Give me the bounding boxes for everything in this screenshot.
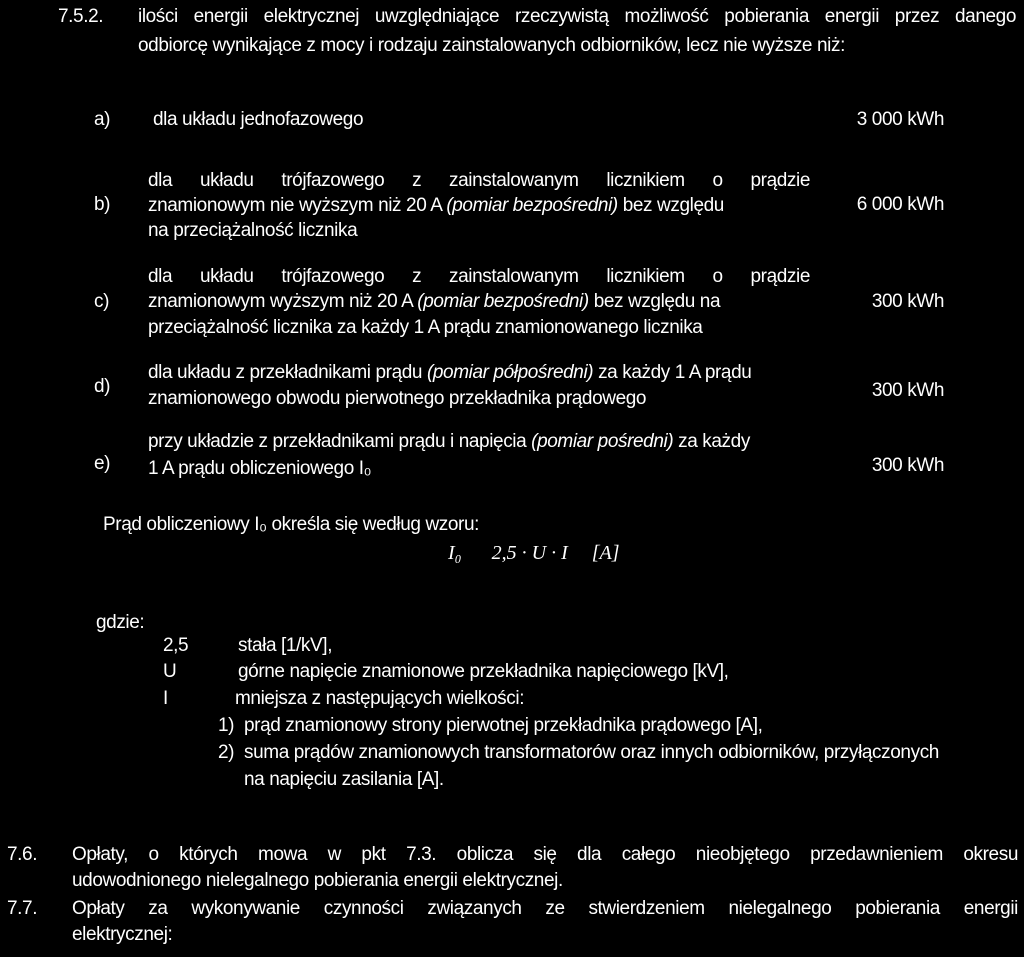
item-e-line1-em: (pomiar pośredni) [531,431,674,452]
item-d-line1-em: (pomiar półpośredni) [426,362,594,383]
item-a-text: dla układu jednofazowego [153,109,364,130]
item-c-line2-em: (pomiar bezpośredni) [417,291,589,312]
item-d-line1 [148,361,751,385]
def-desc-u: górne napięcie znamionowe przekładnika napięciowego [kV], [238,661,729,682]
section-7-7-line1: Opłaty za wykonywanie czynności związanych ze stwierdzeniem nielegalnego pobierania energii [72,898,1018,919]
sub-1-text: prąd znamionowy strony pierwotnej przekładnika prądowego [A], [244,715,763,736]
item-e-line2: 1 A prądu obliczeniowego I₀ [148,458,372,479]
section-7-6-line1: Opłaty, o których mowa w pkt 7.3. oblicza się dla całego nieobjętego przedawnieniem okresu [72,844,1018,865]
def-sym-u: U [163,661,177,682]
item-c-line2 [148,290,720,314]
sub-2-num: 2) [218,742,235,763]
formula-unit: [A] [591,542,620,564]
item-b-label: b) [94,194,111,215]
formula-intro: Prąd obliczeniowy I₀ określa się według wzoru: [103,514,479,535]
formula-lhs: I₀ [448,542,462,564]
def-desc-2-5: stała [1/kV], [238,635,333,656]
sub-2-text-cont: na napięciu zasilania [A]. [244,769,444,790]
item-d-line2: znamionowego obwodu pierwotnego przekładnika prądowego [148,388,647,409]
item-e-line1-post: za każdy [673,431,750,452]
item-b-line3: na przeciążalność licznika [148,220,358,241]
item-d-label: d) [94,376,111,397]
where-label: gdzie: [96,612,145,633]
def-sym-2-5: 2,5 [163,635,189,656]
item-b-value: 6 000 kWh [856,194,944,215]
sub-2-text: suma prądów znamionowych transformatorów oraz innych odbiorników, przyłączonych [244,742,939,763]
item-d-line1-post: za każdy 1 A prądu [593,362,752,383]
formula [448,541,620,565]
item-c-line2-post: bez względu na [588,291,721,312]
item-c-line2-pre: znamionowym wyższym niż 20 A [148,291,418,312]
item-d-line1-pre: dla układu z przekładnikami prądu [148,362,427,383]
item-b-line1: dla układu trójfazowego z zainstalowanym licznikiem o prądzie [148,170,810,191]
item-c-label: c) [94,291,110,312]
section-number-7-7: 7.7. [7,898,38,919]
item-b-line2 [148,194,724,218]
item-e-label: e) [94,453,111,474]
item-c-line3: przeciążalność licznika za każdy 1 A prądu znamionowanego licznika [148,317,703,338]
item-d-value: 300 kWh [871,380,944,401]
section-7-5-2-line1: ilości energii elektrycznej uwzględniające rzeczywistą możliwość pobierania energii przez danego [138,6,1016,27]
section-number-7-5-2: 7.5.2. [58,6,104,27]
item-e-value: 300 kWh [871,455,944,476]
item-c-line1: dla układu trójfazowego z zainstalowanym licznikiem o prądzie [148,266,810,287]
section-7-7-line2: elektrycznej: [72,924,173,945]
section-7-6-line2: udowodnionego nielegalnego pobierania energii elektrycznej. [72,870,563,891]
item-e-line1 [148,430,750,454]
def-sym-i: I [163,688,168,709]
formula-rhs: 2,5 · U · I [491,542,568,564]
sub-1-num: 1) [218,715,235,736]
section-number-7-6: 7.6. [7,844,38,865]
item-b-line2-em: (pomiar bezpośredni) [446,195,618,216]
item-b-line2-pre: znamionowym nie wyższym niż 20 A [148,195,447,216]
item-a-value: 3 000 kWh [856,109,944,130]
def-desc-i: mniejsza z następujących wielkości: [235,688,525,709]
item-a-label: a) [94,109,111,130]
section-7-5-2-line2: odbiorcę wynikające z mocy i rodzaju zainstalowanych odbiorników, lecz nie wyższe niż: [138,35,845,56]
item-b-line2-post: bez względu [617,195,724,216]
item-c-value: 300 kWh [871,291,944,312]
item-e-line1-pre: przy układzie z przekładnikami prądu i napięcia [148,431,532,452]
